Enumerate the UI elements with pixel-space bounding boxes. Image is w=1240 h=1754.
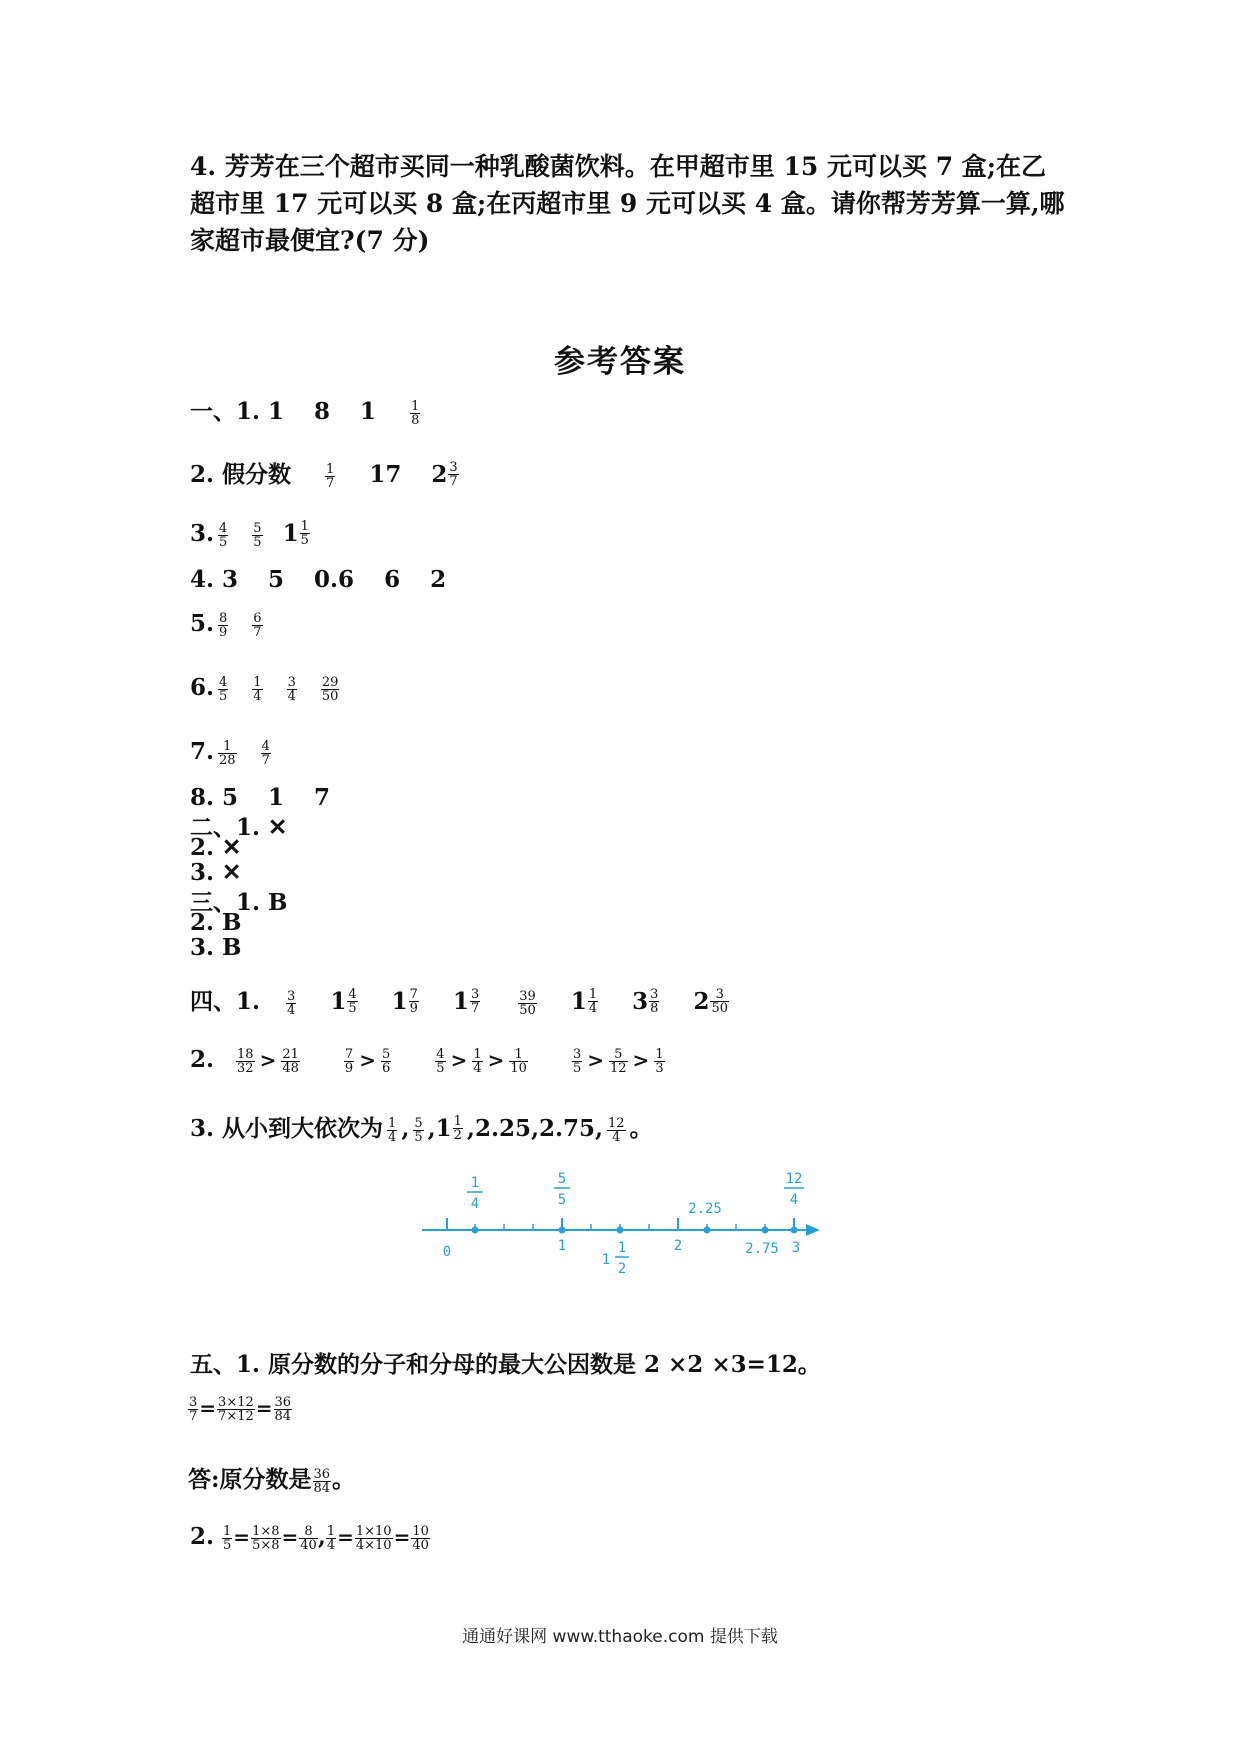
fraction: $\frac{4}{5}$ [436,1046,445,1076]
answer-1-6: 6. $\frac{4}{5}$ $\frac{1}{4}$ $\frac{3}{4}$ $\frac{29}{50}$ [190,674,339,704]
label-fifths-num: 5 [557,1171,567,1187]
fraction: $\frac{4}{5}$ [219,520,228,550]
answer-2-1: 二、1. ✕ [190,814,288,841]
answer-1-2: 2. 假分数 $\frac{1}{7}$ 17 2 3 7 [190,456,463,490]
footer-source: 通通好课网 www.tthaoke.com 提供下载 [462,1627,778,1647]
point-five-fifths [559,1227,566,1234]
fraction: $\frac{3}{7}$ [189,1394,198,1424]
answer-5-1-conclusion: 答:原分数是 $\frac{36}{84}$ 。 [188,1466,356,1496]
answer-3-2: 2. B [190,909,242,936]
fraction: $\frac{18}{32}$ [237,1046,254,1076]
mixed-number: 1 1 5 [282,519,309,548]
fraction: $\frac{29}{50}$ [321,674,339,704]
mixed-number: 3 3 8 [632,987,659,1016]
fraction: $\frac{4}{7}$ [261,738,270,768]
number-line [410,1170,830,1280]
mixed-number: 2 3 50 [693,987,729,1016]
fraction: $\frac{1\times 8}{5\times 8}$ [252,1523,280,1553]
fraction: $\frac{1}{4}$ [253,674,262,704]
answer-1-8: 8. 5 1 7 [190,784,331,811]
fraction: $\frac{4}{5}$ [219,674,228,704]
answer-4-3: 3. 从小到大依次为 $\frac{1}{4}$ , $\frac{5}{5}$ , 1 1 2 ,2.25,2.75, $\frac{12}{4}$ 。 [190,1114,653,1145]
point-one-quarter [472,1227,479,1234]
tick-label-1: 1 [557,1238,567,1254]
fraction: $\frac{10}{40}$ [412,1523,429,1553]
fraction: $\frac{3}{4}$ [287,988,296,1018]
answer-1-4: 4. 3 5 0.6 6 2 [190,566,447,593]
fraction: $\frac{1}{8}$ [411,398,420,428]
answer-5-1-equation: $\frac{3}{7}$ = $\frac{3\times 12}{7\times 12}$ = $\frac{36}{84}$ [189,1394,292,1424]
fraction: $\frac{12}{4}$ [608,1115,625,1145]
mixed-number: 2 3 7 [431,460,458,489]
fraction: $\frac{1}{7}$ [326,461,335,491]
fraction: $\frac{6}{7}$ [253,610,262,640]
fraction: $\frac{1}{5}$ [223,1523,232,1553]
fraction: $\frac{3\times 12}{7\times 12}$ [218,1394,254,1424]
fraction: $\frac{1}{28}$ [219,738,236,768]
fraction: $\frac{5}{5}$ [253,520,262,550]
fraction: $\frac{7}{9}$ [344,1046,354,1076]
label-quarter-num: 1 [470,1175,480,1191]
label-mixed-num: 1 [617,1240,627,1256]
answer-1-1: 一、1. 1 8 1 $\frac{1}{8}$ [190,398,420,428]
answer-2-3: 3. ✕ [190,859,242,886]
fraction: $\frac{1}{4}$ [473,1046,482,1076]
label-twelve-den: 4 [789,1192,799,1208]
mixed-number: 1 3 7 [452,987,480,1016]
point-twelve-quarters [791,1227,798,1234]
fraction: $\frac{36}{84}$ [313,1466,331,1496]
fraction: $\frac{36}{84}$ [274,1394,292,1424]
label-twelve-num: 12 [785,1171,803,1187]
label-fifths-den: 5 [557,1192,567,1208]
point-2-25 [704,1227,711,1234]
mixed-number: 1 1 4 [570,987,598,1016]
answers-title: 参考答案 [554,344,686,380]
mixed-number: 1 7 9 [391,987,418,1016]
answer-3-1: 三、1. B [190,889,288,916]
label-mixed-whole: 1 [601,1252,611,1268]
fraction: $\frac{1\times 10}{4\times 10}$ [355,1523,392,1553]
label-mixed-den: 2 [617,1261,627,1277]
tick-label-2: 2 [673,1238,683,1254]
answer-5-2: 2. $\frac{1}{5}$ = $\frac{1\times 8}{5\times 8}$ = $\frac{8}{40}$ , $\frac{1}{4}$ = $\frac{1\times 10}{4\times 10}$ = $\frac{10}{40}$ [190,1523,429,1553]
answer-2-2: 2. ✕ [190,834,242,861]
answer-1-3: 3. $\frac{4}{5}$ $\frac{5}{5}$ 1 1 5 [190,520,314,549]
fraction: $\frac{3}{5}$ [572,1046,582,1076]
label-2-75: 2.75 [745,1241,779,1257]
fraction: $\frac{21}{48}$ [282,1046,299,1076]
fraction: $\frac{1}{3}$ [655,1046,664,1076]
fraction: $\frac{5}{5}$ [414,1115,423,1145]
point-one-and-half [617,1227,624,1234]
answer-4-2: 2. $\frac{18}{32}$ > $\frac{21}{48}$ $\frac{7}{9}$ > $\frac{5}{6}$ $\frac{4}{5}$ > $\frac{1}{4}$ > $\frac{1}{10}$ $\frac{3}{5}$ > $\frac{5}{12}$ > $\frac{1}{3}$ [190,1046,664,1076]
answer-1-5: 5. $\frac{8}{9}$ $\frac{6}{7}$ [190,610,262,640]
answer-3-3: 3. B [190,934,242,961]
fraction: $\frac{1}{10}$ [510,1046,527,1076]
fraction: $\frac{39}{50}$ [519,988,536,1018]
mixed-number: 1 4 5 [330,987,357,1016]
fraction: $\frac{8}{40}$ [300,1523,317,1553]
label-2-25: 2.25 [688,1201,722,1217]
fraction: $\frac{5}{6}$ [381,1046,391,1076]
tick-label-3: 3 [791,1240,801,1256]
fraction: $\frac{5}{12}$ [610,1046,627,1076]
fraction: $\frac{3}{4}$ [287,674,296,704]
answer-5-1: 五、1. 原分数的分子和分母的最大公因数是 2 ×2 ×3=12。 [190,1351,821,1378]
fraction: $\frac{8}{9}$ [219,610,228,640]
question-4: 4. 芳芳在三个超市买同一种乳酸菌饮料。在甲超市里 15 元可以买 7 盒;在乙超市里 17 元可以买 8 盒;在丙超市里 9 元可以买 4 盒。请你帮芳芳算一算,哪家超市最便宜?(7 分) [190,152,1065,255]
fraction: $\frac{1}{4}$ [326,1523,336,1553]
label-quarter-den: 4 [470,1196,480,1212]
answer-4-1: 四、1. $\frac{3}{4}$ 1 4 5 1 7 9 1 3 7 $\frac{39}{50}$ 1 1 4 3 3 8 2 3 50 [190,983,733,1017]
mixed-number: 1 1 2 [435,1114,462,1143]
number-line-arrow [806,1224,820,1236]
tick-label-0: 0 [442,1244,452,1260]
point-2-75 [762,1227,769,1234]
fraction: $\frac{1}{4}$ [388,1115,397,1145]
answer-1-7: 7. $\frac{1}{28}$ $\frac{4}{7}$ [190,738,270,768]
